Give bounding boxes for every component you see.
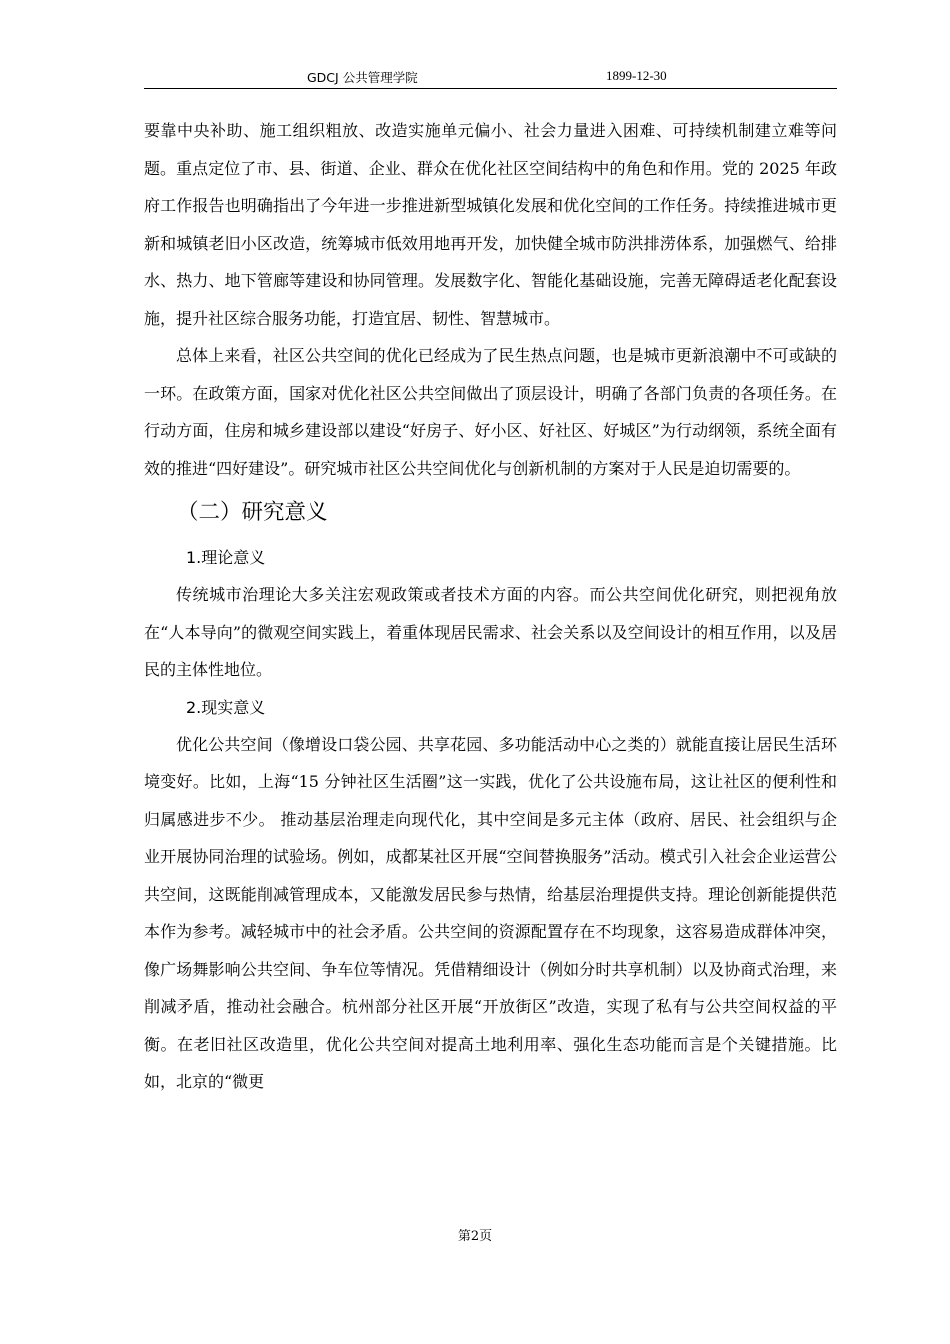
paragraph-line: 提升社区综合服务功能，打造宜居、韧性、智慧城市。 xyxy=(176,308,561,328)
paragraph-line: 削减管理成本，又能激发居民参与热情，给基层治理提供支持。理论创新能提供范 xyxy=(256,884,837,904)
paragraph-line: 制建立难等问题。重点定位了市、县、街道、企业、群众在优化社区空间结构中的 xyxy=(144,121,837,178)
document-body xyxy=(144,112,837,1101)
paragraph-2 xyxy=(144,337,837,487)
paragraph-line: 市社区公共空间优化与创新机制的方案对于人民是迫切需要的。 xyxy=(352,458,801,478)
section-heading: （二）研究意义 xyxy=(177,500,328,525)
paragraph-line: 确了各部门负责的各项任务。在行动方面，住房和城乡建设部以建设“好房子、好 xyxy=(144,383,837,440)
paragraph-line: 中空间是多元主体（政府、居民、社会组织与企业开展协同治理的试验场。例如， xyxy=(144,809,837,866)
paragraph-line: 共享机制）以及协商式治理，来削减矛盾，推动社会融合。杭州部分社区开展“开 xyxy=(144,959,837,1016)
paragraph-line: 要靠中央补助、施工组织粗放、改造实施单元偏小、社会力量进入困难、可持续机 xyxy=(144,121,739,140)
paragraph-line: 总体上来看，社区公共空间的优化已经成为了民生热点问题，也是城市更新浪 xyxy=(176,346,725,365)
paragraph-line: 成都某社区开展“空间替换服务”活动。模式引入社会企业运营公共空间，这既能 xyxy=(144,847,837,904)
paragraph-line: 造成群体冲突，像广场舞影响公共空间、争车位等情况。凭借精细设计（例如分时 xyxy=(144,922,837,979)
paragraph-line: 等建设和协同管理。发展数字化、智能化基础设施，完善无障碍适老化配套设施， xyxy=(144,271,837,328)
paragraph-line: 发展和优化空间的工作任务。持续推进城市更新和城镇老旧小区改造，统筹城市低 xyxy=(144,196,837,253)
paragraph-line: 小区、好社区、好城区”为行动纲领，系统全面有效的推进“四好建设”。研究城 xyxy=(144,421,837,478)
subsection-heading-practice: 2.现实意义 xyxy=(186,697,266,717)
paragraph-line: 传统城市治理论大多关注宏观政策或者技术方面的内容。而公共空间优化研究， xyxy=(176,585,755,604)
paragraph-line: 本作为参考。减轻城市中的社会矛盾。公共空间的资源配置存在不均现象，这容易 xyxy=(144,922,725,941)
page-header xyxy=(144,66,837,89)
page-number: 第2页 xyxy=(457,1229,493,1244)
paragraph-line: 潮中不可或缺的一环。在政策方面，国家对优化社区公共空间做出了顶层设计，明 xyxy=(144,346,837,403)
paragraph-line: 放街区”改造，实现了私有与公共空间权益的平衡。在老旧社区改造里，优化公共 xyxy=(144,997,837,1054)
subsection-heading-theory: 1.理论意义 xyxy=(186,548,266,567)
paragraph-line: 空间设计的相互作用，以及居民的主体性地位。 xyxy=(144,622,837,679)
paragraph-3 xyxy=(144,576,837,689)
paragraph-line: 效用地再开发，加快健全城市防洪排涝体系，加强燃气、给排水、热力、地下管廊 xyxy=(144,233,837,290)
paragraph-line: 优化公共空间（像增设口袋公园、共享花园、多功能活动中心之类的）就能直 xyxy=(176,734,725,754)
paragraph-line: 设施布局，这让社区的便利性和归属感进步不少。 推动基层治理走向现代化，其 xyxy=(144,772,837,829)
paragraph-line: 接让居民生活环境变好。比如，上海“15 分钟社区生活圈”这一实践，优化了公共 xyxy=(144,734,837,791)
paragraph-1 xyxy=(144,112,837,337)
paragraph-line: 则把视角放在“人本导向”的微观空间实践上，着重体现居民需求、社会关系以及 xyxy=(144,585,837,642)
paragraph-line: 角色和作用。党的 2025 年政府工作报告也明确指出了今年进一步推进新型城镇化 xyxy=(144,158,837,215)
header-institution: GDCJ 公共管理学院 xyxy=(307,70,418,85)
paragraph-4 xyxy=(144,726,837,1101)
header-date: 1899-12-30 xyxy=(606,68,667,83)
paragraph-line: 空间对提高土地利用率、强化生态功能而言是个关键措施。比如，北京的“微更 xyxy=(144,1034,837,1091)
